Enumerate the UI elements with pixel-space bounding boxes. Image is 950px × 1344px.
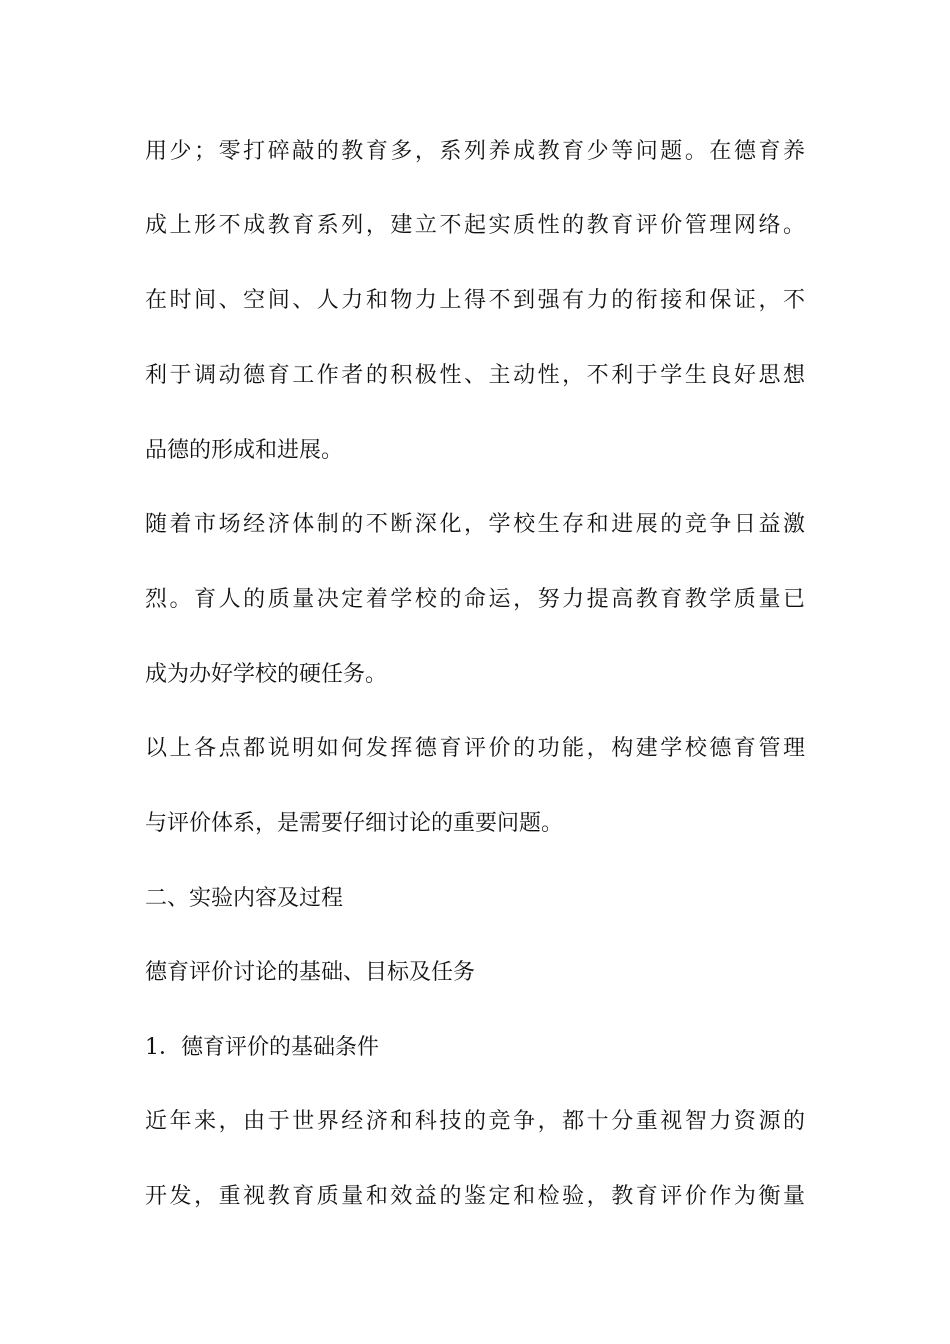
text-line: 用少；零打碎敲的教育多，系列养成教育少等问题。在德育养 bbox=[145, 139, 805, 164]
subsection-heading: 德育评价讨论的基础、目标及任务 bbox=[145, 960, 476, 985]
text-line: 成为办好学校的硬任务。 bbox=[145, 662, 388, 687]
text-line: 以上各点都说明如何发挥德育评价的功能，构建学校德育管理 bbox=[145, 736, 805, 761]
numbered-heading: 1．德育评价的基础条件 bbox=[145, 1035, 379, 1060]
text-line: 近年来，由于世界经济和科技的竞争，都十分重视智力资源的 bbox=[145, 1109, 805, 1134]
text-line: 与评价体系，是需要仔细讨论的重要问题。 bbox=[145, 811, 564, 836]
text-line: 在时间、空间、人力和物力上得不到强有力的衔接和保证，不 bbox=[145, 288, 805, 313]
section-heading: 二、实验内容及过程 bbox=[145, 886, 344, 911]
text-line: 随着市场经济体制的不断深化，学校生存和进展的竞争日益激 bbox=[145, 512, 805, 537]
text-line: 成上形不成教育系列，建立不起实质性的教育评价管理网络。 bbox=[145, 213, 805, 238]
text-line: 品德的形成和进展。 bbox=[145, 438, 344, 463]
text-line: 开发，重视教育质量和效益的鉴定和检验，教育评价作为衡量 bbox=[145, 1184, 805, 1209]
text-line: 利于调动德育工作者的积极性、主动性，不利于学生良好思想 bbox=[145, 363, 805, 388]
text-line: 烈。育人的质量决定着学校的命运，努力提高教育教学质量已 bbox=[145, 587, 805, 612]
